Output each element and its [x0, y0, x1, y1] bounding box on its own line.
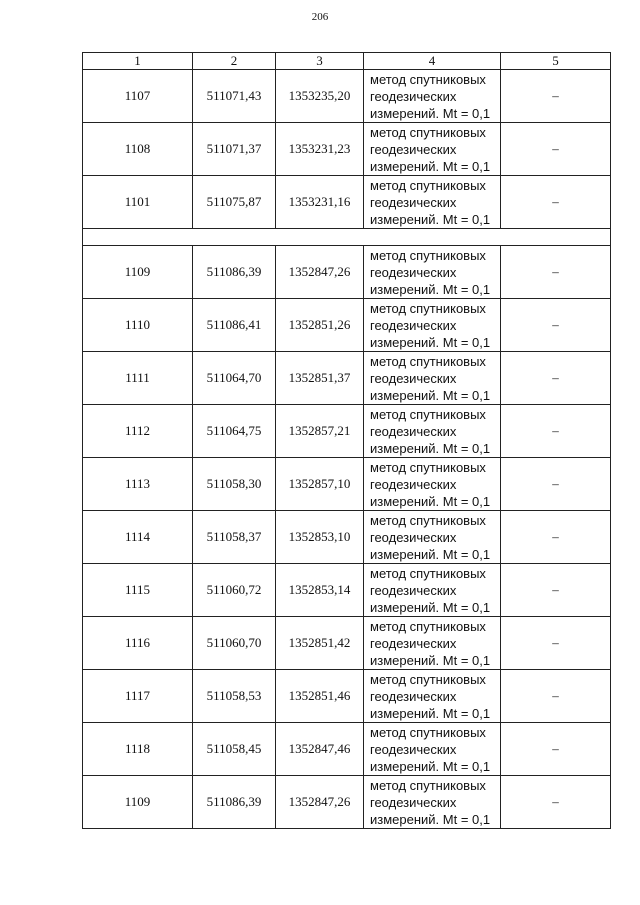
y-coordinate-cell: 1352851,37 [276, 352, 364, 405]
method-cell [364, 458, 501, 511]
method-cell [364, 123, 501, 176]
x-coordinate-cell: 511060,70 [193, 617, 276, 670]
method-line: измерений. Mt = 0,1 [370, 281, 491, 297]
note-cell: – [501, 246, 611, 299]
x-coordinate-cell: 511058,45 [193, 723, 276, 776]
x-coordinate-cell: 511071,43 [193, 70, 276, 123]
method-line: измерений. Mt = 0,1 [370, 758, 491, 774]
table-row [83, 123, 611, 176]
x-coordinate-cell: 511086,39 [193, 246, 276, 299]
method-cell [364, 246, 501, 299]
point-number-cell: 1112 [83, 405, 193, 458]
point-number-cell: 1115 [83, 564, 193, 617]
header-cell-1: 1 [83, 53, 193, 70]
coordinates-table [82, 52, 611, 829]
y-coordinate-cell: 1352851,46 [276, 670, 364, 723]
note-cell: – [501, 776, 611, 829]
x-coordinate-cell: 511058,30 [193, 458, 276, 511]
method-line: метод спутниковых [370, 618, 486, 634]
table-row [83, 458, 611, 511]
note-cell: – [501, 723, 611, 776]
method-line: геодезических [370, 423, 457, 439]
note-cell: – [501, 511, 611, 564]
method-line: метод спутниковых [370, 406, 486, 422]
header-cell-2: 2 [193, 53, 276, 70]
note-cell: – [501, 352, 611, 405]
method-line: измерений. Mt = 0,1 [370, 105, 491, 121]
method-line: измерений. Mt = 0,1 [370, 705, 491, 721]
point-number-cell: 1110 [83, 299, 193, 352]
x-coordinate-cell: 511075,87 [193, 176, 276, 229]
method-line: геодезических [370, 194, 457, 210]
method-line: метод спутниковых [370, 565, 486, 581]
method-line: метод спутниковых [370, 71, 486, 87]
table-body [83, 53, 611, 829]
method-cell [364, 70, 501, 123]
method-line: метод спутниковых [370, 177, 486, 193]
note-cell: – [501, 564, 611, 617]
note-cell: – [501, 176, 611, 229]
table-row [83, 723, 611, 776]
y-coordinate-cell: 1352847,26 [276, 246, 364, 299]
method-line: метод спутниковых [370, 512, 486, 528]
y-coordinate-cell: 1352851,26 [276, 299, 364, 352]
note-cell: – [501, 405, 611, 458]
method-line: геодезических [370, 264, 457, 280]
y-coordinate-cell: 1352847,46 [276, 723, 364, 776]
method-line: измерений. Mt = 0,1 [370, 211, 491, 227]
table-row [83, 246, 611, 299]
method-line: измерений. Mt = 0,1 [370, 158, 491, 174]
point-number-cell: 1111 [83, 352, 193, 405]
method-cell [364, 176, 501, 229]
header-cell-3: 3 [276, 53, 364, 70]
method-cell [364, 352, 501, 405]
method-line: измерений. Mt = 0,1 [370, 811, 491, 827]
y-coordinate-cell: 1352857,10 [276, 458, 364, 511]
note-cell: – [501, 123, 611, 176]
point-number-cell: 1109 [83, 776, 193, 829]
table-row [83, 70, 611, 123]
y-coordinate-cell: 1353235,20 [276, 70, 364, 123]
point-number-cell: 1113 [83, 458, 193, 511]
separator-row [83, 229, 611, 246]
note-cell: – [501, 299, 611, 352]
table-row [83, 776, 611, 829]
table-row [83, 176, 611, 229]
note-cell: – [501, 458, 611, 511]
method-line: метод спутниковых [370, 724, 486, 740]
method-cell [364, 405, 501, 458]
x-coordinate-cell: 511071,37 [193, 123, 276, 176]
method-line: метод спутниковых [370, 300, 486, 316]
point-number-cell: 1116 [83, 617, 193, 670]
note-cell: – [501, 617, 611, 670]
method-line: геодезических [370, 529, 457, 545]
y-coordinate-cell: 1352853,14 [276, 564, 364, 617]
method-cell [364, 776, 501, 829]
method-cell [364, 617, 501, 670]
page-number: 206 [311, 11, 329, 23]
table-row [83, 405, 611, 458]
point-number-cell: 1117 [83, 670, 193, 723]
x-coordinate-cell: 511086,39 [193, 776, 276, 829]
y-coordinate-cell: 1353231,23 [276, 123, 364, 176]
method-line: метод спутниковых [370, 124, 486, 140]
method-cell [364, 564, 501, 617]
method-line: измерений. Mt = 0,1 [370, 387, 491, 403]
x-coordinate-cell: 511058,53 [193, 670, 276, 723]
method-line: геодезических [370, 794, 457, 810]
note-cell: – [501, 70, 611, 123]
method-line: геодезических [370, 582, 457, 598]
x-coordinate-cell: 511060,72 [193, 564, 276, 617]
table-row [83, 299, 611, 352]
x-coordinate-cell: 511058,37 [193, 511, 276, 564]
method-line: метод спутниковых [370, 671, 486, 687]
method-cell [364, 670, 501, 723]
point-number-cell: 1114 [83, 511, 193, 564]
y-coordinate-cell: 1352857,21 [276, 405, 364, 458]
method-line: метод спутниковых [370, 777, 486, 793]
method-line: метод спутниковых [370, 247, 486, 263]
method-line: измерений. Mt = 0,1 [370, 546, 491, 562]
method-line: измерений. Mt = 0,1 [370, 652, 491, 668]
y-coordinate-cell: 1352847,26 [276, 776, 364, 829]
method-line: измерений. Mt = 0,1 [370, 334, 491, 350]
method-line: измерений. Mt = 0,1 [370, 599, 491, 615]
method-line: геодезических [370, 317, 457, 333]
method-cell [364, 299, 501, 352]
table-row [83, 352, 611, 405]
method-line: геодезических [370, 688, 457, 704]
header-cell-5: 5 [501, 53, 611, 70]
method-line: геодезических [370, 88, 457, 104]
method-line: измерений. Mt = 0,1 [370, 493, 491, 509]
note-cell: – [501, 670, 611, 723]
method-line: метод спутниковых [370, 353, 486, 369]
method-line: геодезических [370, 141, 457, 157]
x-coordinate-cell: 511086,41 [193, 299, 276, 352]
table-row [83, 617, 611, 670]
header-row [83, 53, 611, 70]
header-cell-4: 4 [364, 53, 501, 70]
method-line: геодезических [370, 476, 457, 492]
separator-cell [83, 229, 611, 246]
table-row [83, 511, 611, 564]
table-row [83, 564, 611, 617]
method-line: измерений. Mt = 0,1 [370, 440, 491, 456]
table-row [83, 670, 611, 723]
point-number-cell: 1118 [83, 723, 193, 776]
point-number-cell: 1107 [83, 70, 193, 123]
x-coordinate-cell: 511064,75 [193, 405, 276, 458]
method-cell [364, 723, 501, 776]
point-number-cell: 1109 [83, 246, 193, 299]
method-line: геодезических [370, 370, 457, 386]
method-cell [364, 511, 501, 564]
y-coordinate-cell: 1352853,10 [276, 511, 364, 564]
point-number-cell: 1101 [83, 176, 193, 229]
point-number-cell: 1108 [83, 123, 193, 176]
y-coordinate-cell: 1352851,42 [276, 617, 364, 670]
method-line: метод спутниковых [370, 459, 486, 475]
method-line: геодезических [370, 741, 457, 757]
x-coordinate-cell: 511064,70 [193, 352, 276, 405]
y-coordinate-cell: 1353231,16 [276, 176, 364, 229]
method-line: геодезических [370, 635, 457, 651]
